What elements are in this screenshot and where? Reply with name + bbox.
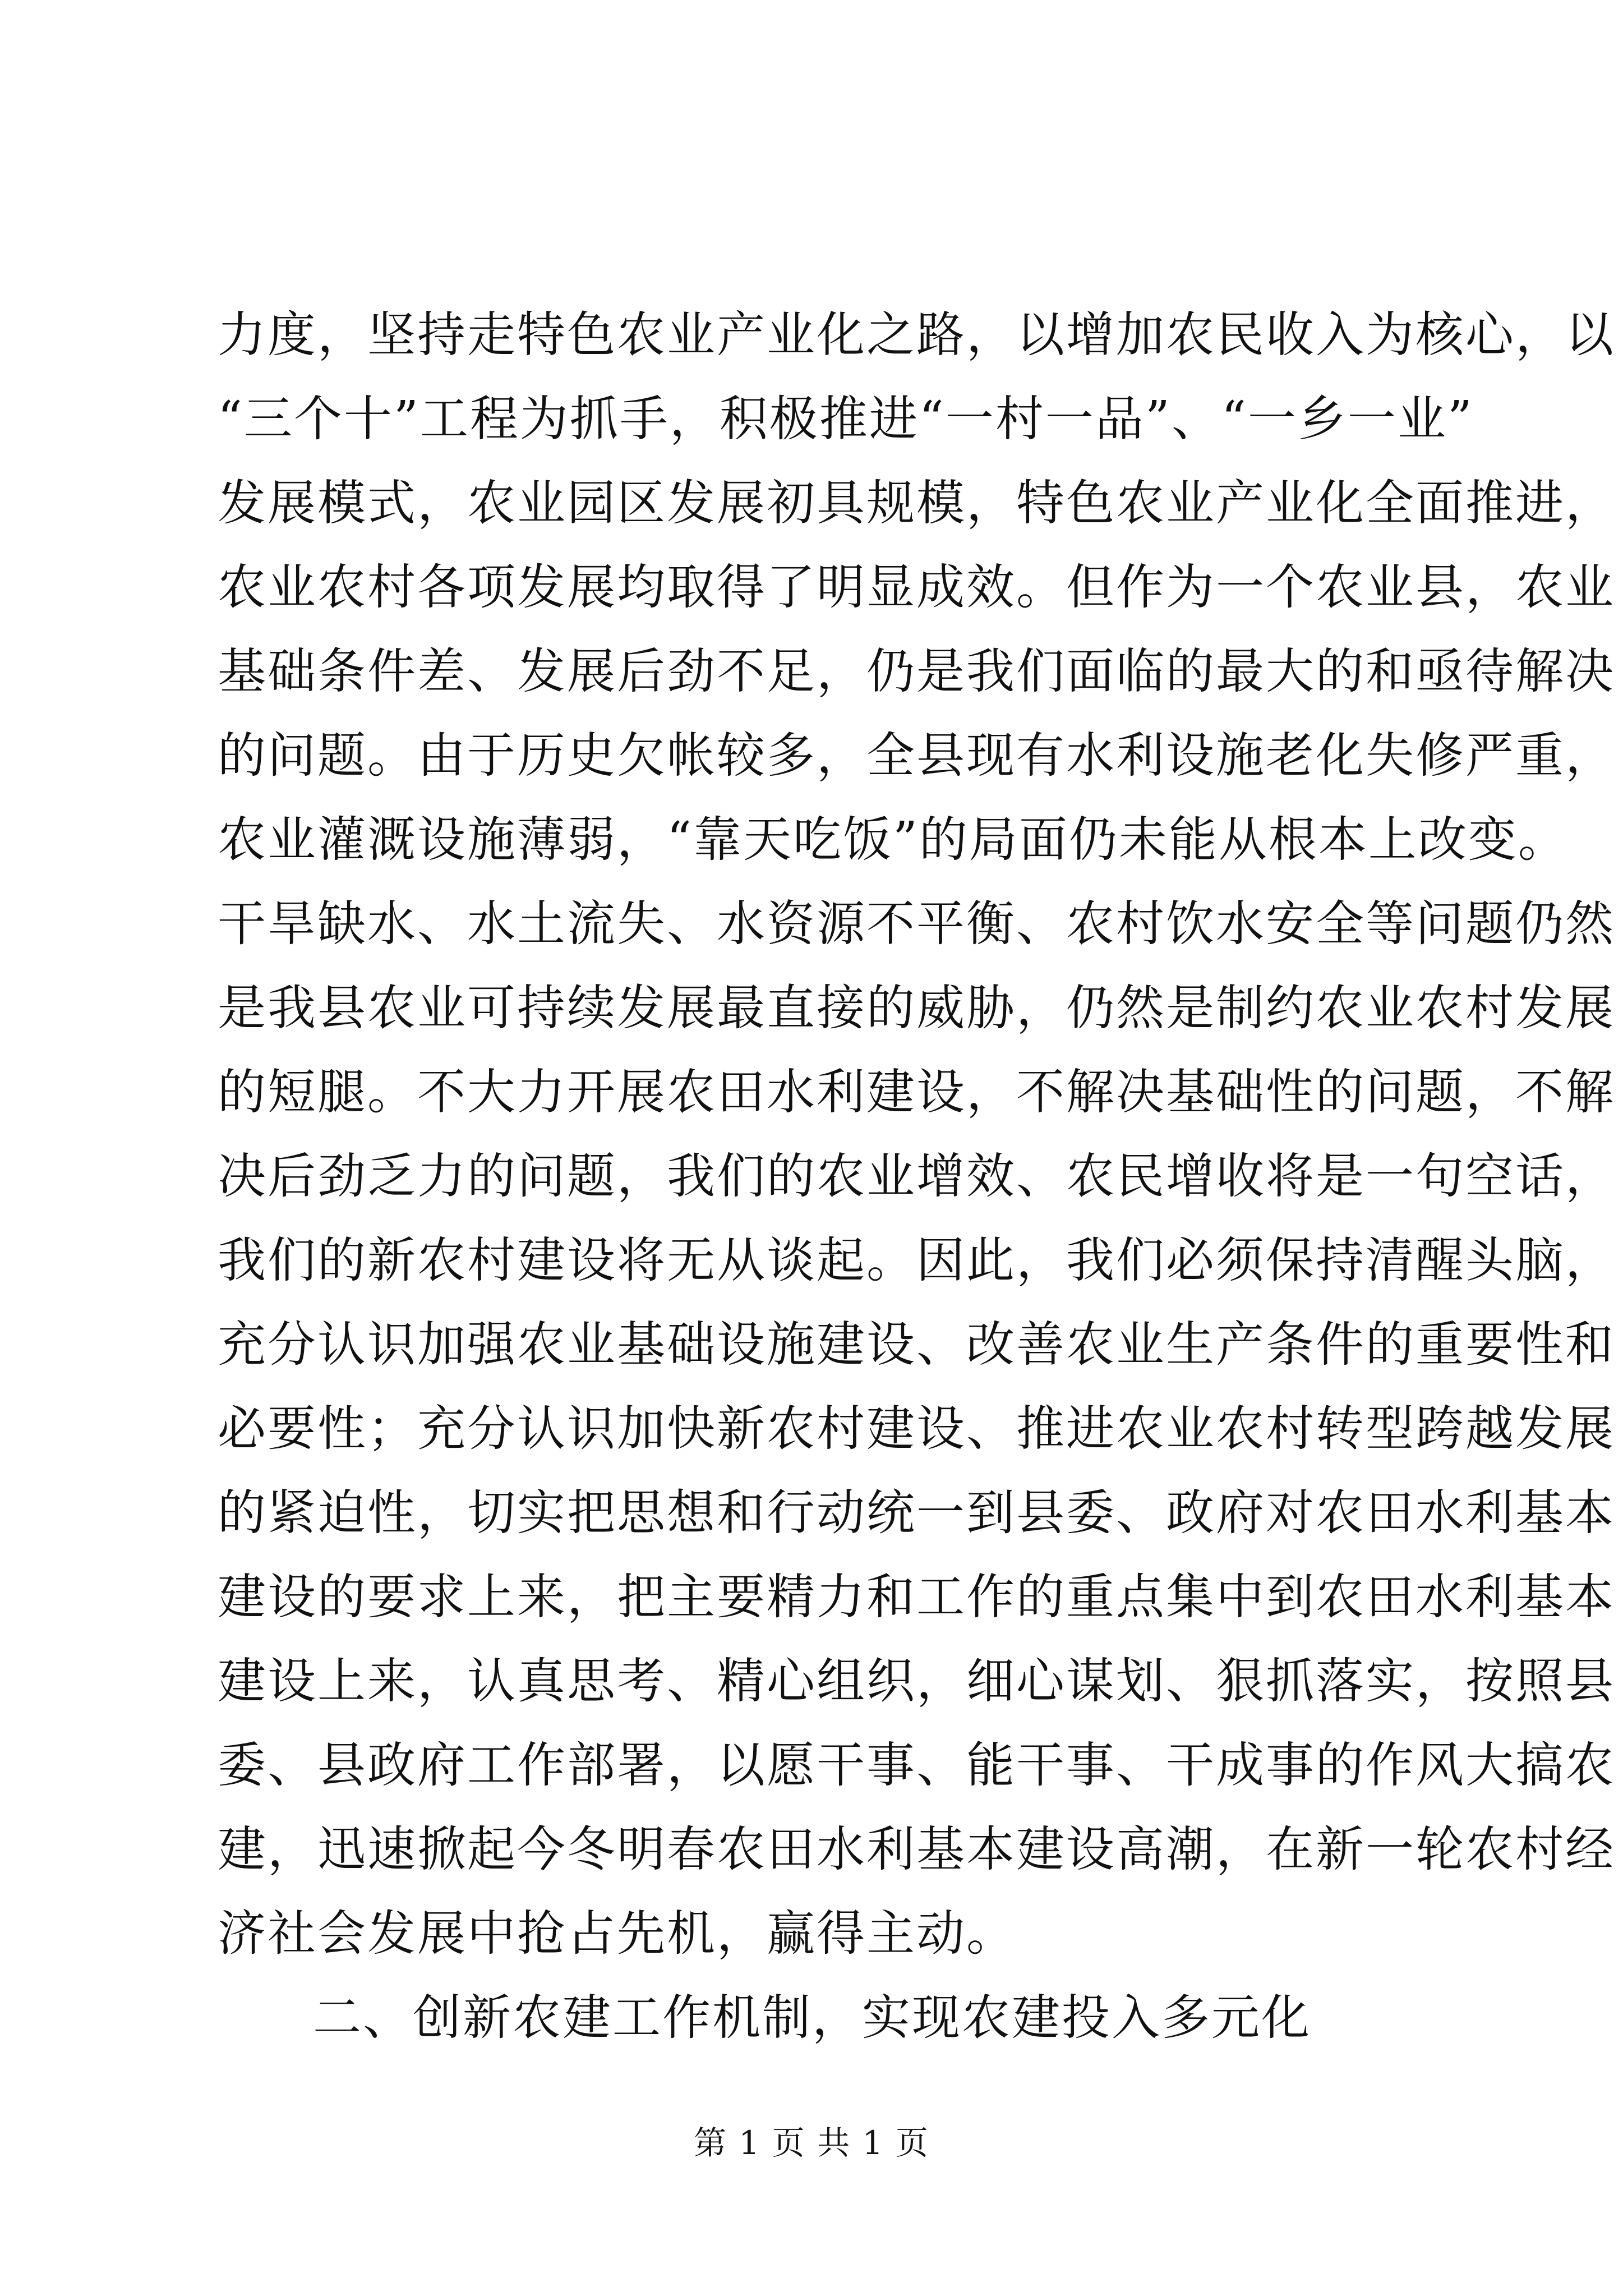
paragraph-line: 农业农村各项发展均取得了明显成效。但作为一个农业县，农业 xyxy=(218,559,1615,615)
paragraph-line: 是我县农业可持续发展最直接的威胁，仍然是制约农业农村发展 xyxy=(218,980,1615,1036)
paragraph-line: 发展模式，农业园区发展初具规模，特色农业产业化全面推进， xyxy=(218,475,1615,531)
paragraph-line: 力度，坚持走特色农业产业化之路，以增加农民收入为核心，以 xyxy=(218,307,1615,363)
paragraph-line: 农业灌溉设施薄弱，“靠天吃饭”的局面仍未能从根本上改变。 xyxy=(218,812,1568,868)
paragraph-line: 委、县政府工作部署，以愿干事、能干事、干成事的作风大搞农 xyxy=(218,1737,1615,1793)
paragraph-line: 的问题。由于历史欠帐较多，全县现有水利设施老化失修严重， xyxy=(218,728,1615,784)
paragraph-line: 的紧迫性，切实把思想和行动统一到县委、政府对农田水利基本 xyxy=(218,1485,1615,1541)
paragraph-line: 建，迅速掀起今冬明春农田水利基本建设高潮，在新一轮农村经 xyxy=(218,1821,1615,1878)
paragraph-line: 必要性；充分认识加快新农村建设、推进农业农村转型跨越发展 xyxy=(218,1401,1615,1457)
paragraph-line: 济社会发展中抢占先机，赢得主动。 xyxy=(218,1906,1016,1962)
paragraph-line: 充分认识加强农业基础设施建设、改善农业生产条件的重要性和 xyxy=(218,1317,1615,1373)
section-heading: 二、创新农建工作机制，实现农建投入多元化 xyxy=(313,1990,1311,2046)
paragraph-line: 的短腿。不大力开展农田水利建设，不解决基础性的问题，不解 xyxy=(218,1064,1615,1120)
paragraph-line: 决后劲乏力的问题，我们的农业增效、农民增收将是一句空话， xyxy=(218,1148,1615,1204)
paragraph-line: 建设上来，认真思考、精心组织，细心谋划、狠抓落实，按照县 xyxy=(218,1653,1615,1709)
page-number-footer: 第 1 页 共 1 页 xyxy=(694,2124,929,2162)
paragraph-line: 基础条件差、发展后劲不足，仍是我们面临的最大的和亟待解决 xyxy=(218,643,1615,700)
paragraph-line: “三个十”工程为抓手，积极推进“一村一品”、“一乡一业” xyxy=(218,391,1474,447)
paragraph-line: 建设的要求上来，把主要精力和工作的重点集中到农田水利基本 xyxy=(218,1569,1615,1625)
paragraph-line: 我们的新农村建设将无从谈起。因此，我们必须保持清醒头脑， xyxy=(218,1232,1615,1289)
paragraph-line: 干旱缺水、水土流失、水资源不平衡、农村饮水安全等问题仍然 xyxy=(218,896,1615,952)
